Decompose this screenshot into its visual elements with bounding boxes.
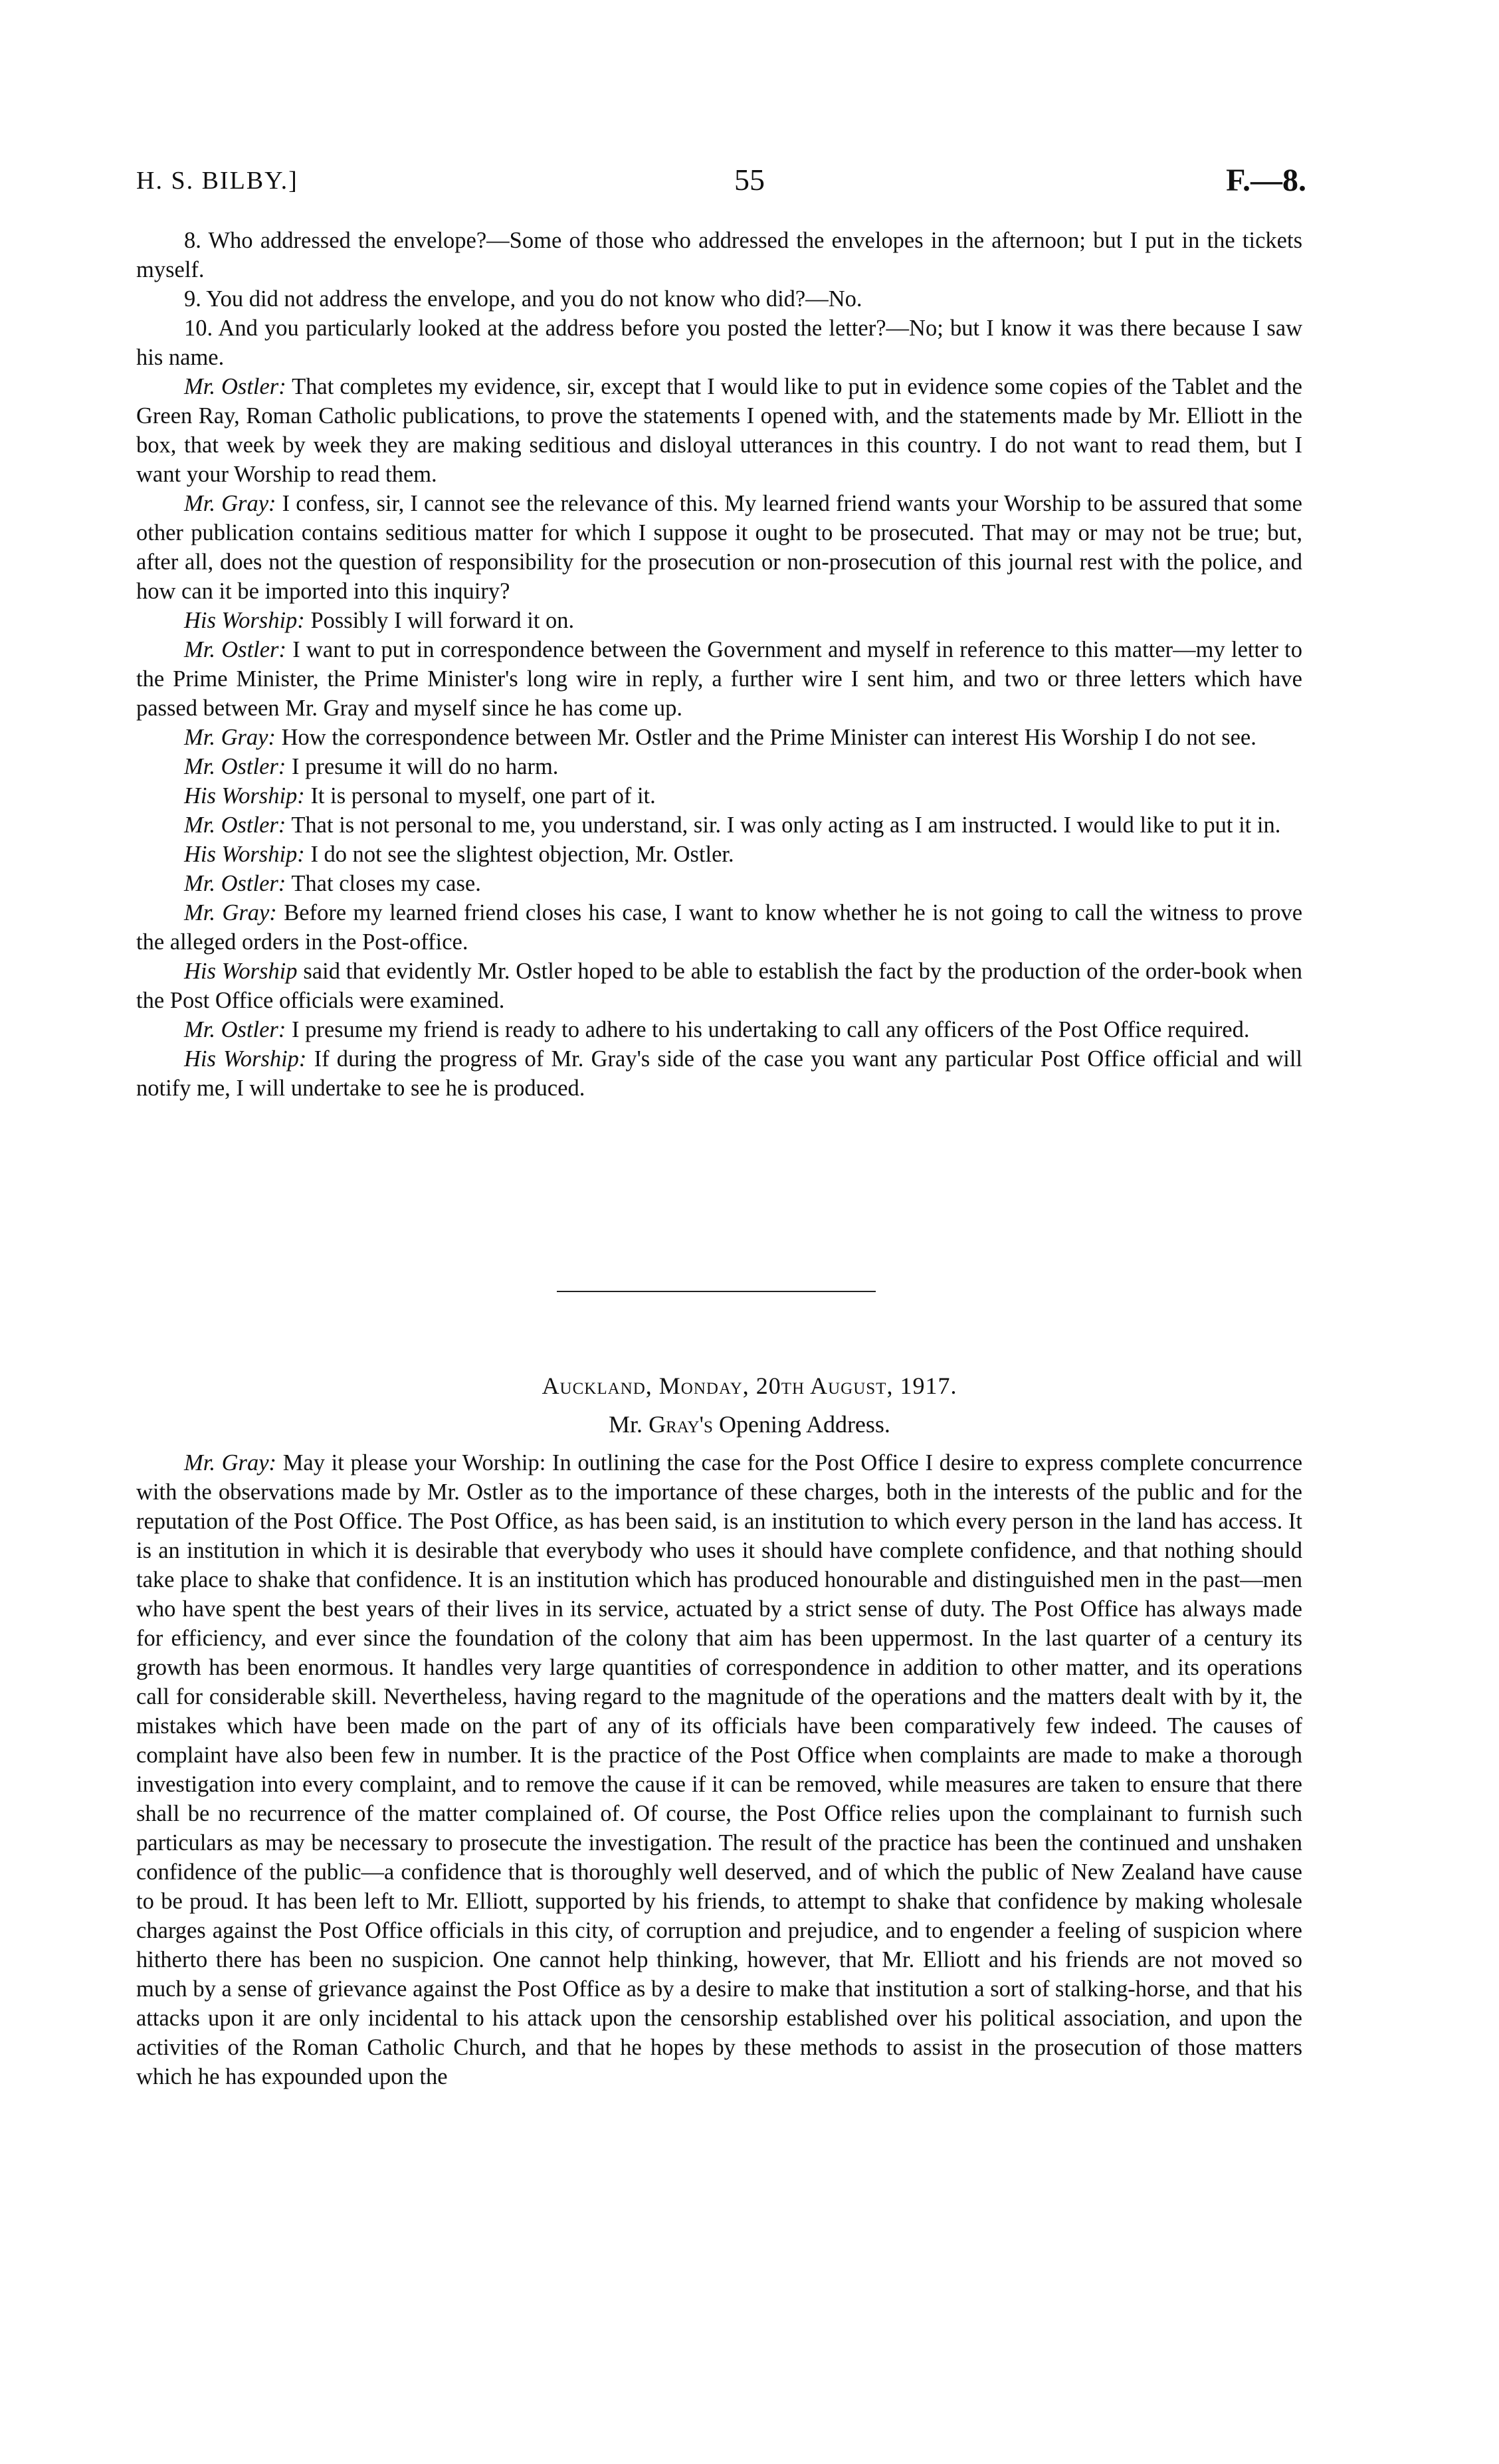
exchange-paragraph: [136, 606, 1302, 635]
speaker-label: Mr. Gray:: [184, 725, 276, 750]
exchanges-section: [136, 372, 1302, 1103]
speech-text: Possibly I will forward it on.: [304, 608, 575, 633]
speaker-label: Mr. Ostler:: [184, 374, 286, 399]
page-header: [0, 163, 1499, 206]
speech-text: It is personal to myself, one part of it.: [304, 783, 656, 808]
speech-text: I presume my friend is ready to adhere to his undertaking to call any officers of the Post Office required.: [286, 1017, 1250, 1042]
speaker-label: His Worship:: [184, 1046, 307, 1072]
exchange-paragraph: [136, 489, 1302, 606]
exchange-paragraph: [136, 635, 1302, 723]
speaker-label: Mr. Gray:: [184, 900, 277, 925]
qa-item: 10. And you particularly looked at the address before you posted the letter?—No; but I know it was there because I saw his name.: [136, 316, 1302, 370]
exchange-paragraph: [136, 1044, 1302, 1103]
speech-text: Before my learned friend closes his case, I want to know whether he is not going to call the witness to prove the alleged orders in the Post-office.: [136, 900, 1303, 955]
speech-text: That is not personal to me, you understand, sir. I was only acting as I am instructed. I would like to put it in.: [286, 812, 1281, 838]
speaker-label: Mr. Ostler:: [184, 754, 286, 779]
speech-text: How the correspondence between Mr. Ostler and the Prime Minister can interest His Worship I do not see.: [275, 725, 1256, 750]
speech-text: If during the progress of Mr. Gray's side of the case you want any particular Post Office official and will notify me, I will undertake to see he is produced.: [136, 1046, 1302, 1101]
speech-text: I presume it will do no harm.: [286, 754, 559, 779]
qa-item: 9. You did not address the envelope, and you do not know who did?—No.: [184, 286, 862, 312]
qa-item: 8. Who addressed the envelope?—Some of those who addressed the envelopes in the afternoon; but I put in the tickets myself.: [136, 228, 1302, 282]
speech-text: That completes my evidence, sir, except that I would like to put in evidence some copies of the Tablet and the Green Ray, Roman Catholic publications, to prove the statements I opened with, and the statements made by Mr. Elliott in the box, that week by week they are making seditious and disloyal utterances in this country. I do not want to read them, but I want your Worship to read them.: [136, 374, 1302, 487]
exchange-paragraph: [136, 898, 1302, 957]
speaker-label: His Worship:: [184, 842, 305, 867]
speaker-label: His Worship: [184, 959, 298, 984]
speech-text: That closes my case.: [286, 871, 481, 896]
exchange-paragraph: [136, 869, 1302, 898]
opening-address: [136, 1448, 1302, 2091]
exchange-paragraph: [136, 810, 1302, 840]
title-prefix: Mr.: [609, 1411, 649, 1438]
exchange-paragraph: [136, 957, 1302, 1015]
speaker-label: Mr. Ostler:: [184, 1017, 286, 1042]
exchange-paragraph: [136, 840, 1302, 869]
exchange-paragraph: [136, 1015, 1302, 1044]
speech-text: I want to put in correspondence between the Government and myself in reference to this matter—my letter to the Prime Minister, the Prime Minister's long wire in reply, a further wire I sent him, and two or three letters which have passed between Mr. Gray and myself since he has come up.: [136, 637, 1302, 721]
title-name: Gray's: [649, 1411, 713, 1438]
question-answer-section: [136, 226, 1302, 372]
section-divider: [557, 1291, 876, 1292]
page-number: 55: [734, 163, 765, 197]
speaker-label: Mr. Gray:: [184, 491, 276, 516]
speaker-label: His Worship:: [184, 783, 305, 808]
section-title: [0, 1410, 1499, 1438]
speaker-label: Mr. Ostler:: [184, 871, 286, 896]
title-suffix: Opening Address.: [712, 1411, 890, 1438]
speech-text: said that evidently Mr. Ostler hoped to be able to establish the fact by the production of the order-book when the Post Office officials were examined.: [136, 959, 1303, 1013]
section-date-line: Auckland, Monday, 20th August, 1917.: [542, 1373, 957, 1399]
exchange-paragraph: [136, 723, 1302, 752]
speech-text: May it please your Worship: In outlining the case for the Post Office I desire to express complete concurrence with the observations made by Mr. Ostler as to the importance of these charges, both in the interests of the public and for the reputation of the Post Office. The Post Office, as has been said, is an institution to which every person in the land has access. It is an institution in which it is desirable that everybody who uses it should have complete confidence, and that nothing should take place to shake that confidence. It is an institution which has produced honourable and distinguished men in the past—men who have spent the best years of their lives in its service, actuated by a strict sense of duty. The Post Office has always made for efficiency, and ever since the foundation of the colony that aim has been uppermost. In the last quarter of a century its growth has been enormous. It handles very large quantities of correspondence in addition to other matter, and its operations call for considerable skill. Nevertheless, having regard to the magnitude of the operations and the matters dealt with by it, the mistakes which have been made on the part of any of its officials have been comparatively few indeed. The causes of complaint have also been few in number. It is the practice of the Post Office when complaints are made to make a thorough investigation into every complaint, and to remove the cause if it can be removed, while measures are taken to ensure that there shall be no recurrence of the matter complained of. Of course, the Post Office relies upon the complainant to furnish such particulars as may be necessary to prosecute the investigation. The result of the practice has been the continued and unshaken confidence of the public—a confidence that is thoroughly well deserved, and of which the public of New Zealand have cause to be proud. It has been left to Mr. Elliott, supported by his friends, to attempt to shake that confidence by making wholesale charges against the Post Office officials in this city, of corruption and prejudice, and to engender a feeling of suspicion where hitherto there has been no suspicion. One cannot help thinking, however, that Mr. Elliott and his friends are not moved so much by a sense of grievance against the Post Office as by a desire to make that institution a sort of stalking-horse, and that his attacks upon it are only incidental to his attack upon the censorship established over his political association, and upon the activities of the Roman Catholic Church, and that he hopes by these methods to assist in the prosecution of those matters which he has expounded upon the: [136, 1450, 1303, 2089]
exchange-paragraph: [136, 781, 1302, 810]
speaker-label: Mr. Ostler:: [184, 812, 286, 838]
exchange-paragraph: [136, 372, 1302, 489]
witness-name-header: H. S. BILBY.]: [136, 167, 298, 195]
speech-text: I do not see the slightest objection, Mr. Ostler.: [304, 842, 734, 867]
opening-paragraph: [136, 1448, 1302, 2091]
speaker-label: Mr. Ostler:: [184, 637, 286, 662]
document-reference: F.—8.: [1226, 163, 1306, 198]
speech-text: I confess, sir, I cannot see the relevance of this. My learned friend wants your Worship to be assured that some other publication contains seditious matter for which I suppose it ought to be prosecuted. That may or may not be true; but, after all, does not the question of responsibility for the prosecution or non-prosecution of this journal rest with the police, and how can it be imported into this inquiry?: [136, 491, 1302, 604]
exchange-paragraph: [136, 752, 1302, 781]
speaker-label: Mr. Gray:: [184, 1450, 277, 1475]
speaker-label: His Worship:: [184, 608, 305, 633]
